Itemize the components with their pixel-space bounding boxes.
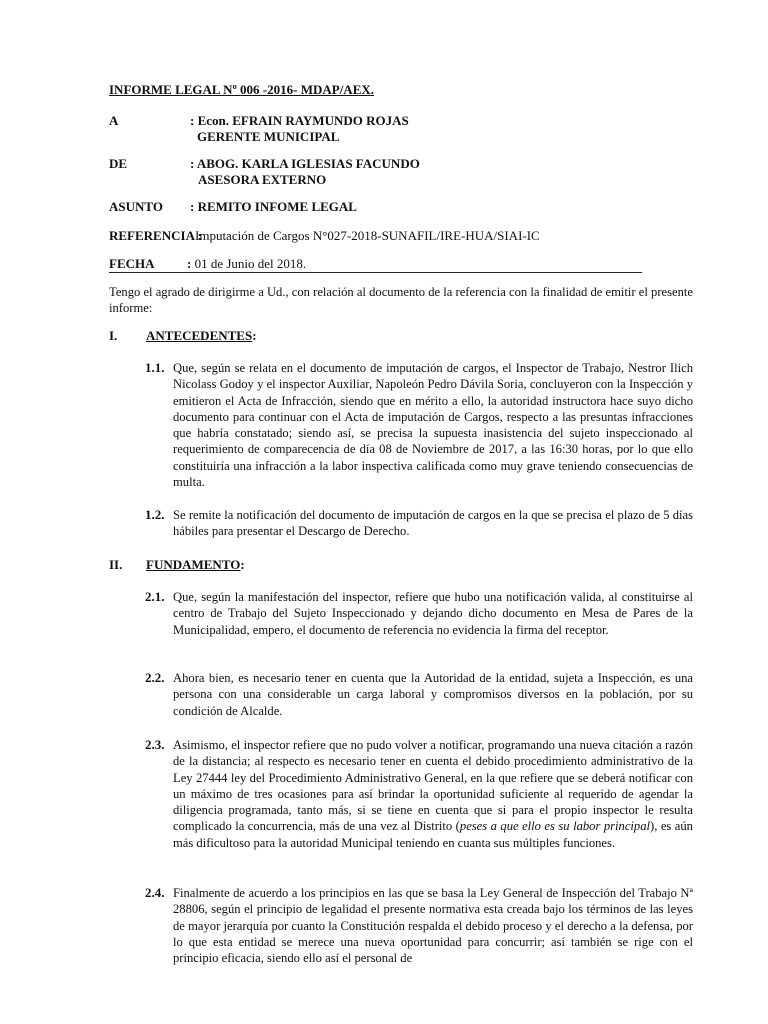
item-number: 2.3.	[145, 737, 165, 752]
item-text	[173, 737, 693, 851]
item-text-part: ), es aún más dificultoso para la autoridad Municipal teniendo en cuanta sus múltiples funciones.	[173, 819, 693, 850]
intro-paragraph: Tengo el agrado de dirigirme a Ud., con relación al documento de la referencia con la finalidad de emitir el presente informe:	[109, 285, 693, 316]
header-divider	[109, 272, 642, 273]
section-title: FUNDAMENTO	[146, 557, 241, 572]
referencia-label: REFERENCIA :	[109, 228, 202, 243]
item-number: 2.4.	[145, 885, 165, 900]
item-text: Se remite la notificación del documento de imputación de cargos en la que se precisa el plazo de 5 días hábiles para presentar el Descargo de Derecho.	[173, 508, 693, 539]
de-role: ASESORA EXTERNO	[198, 172, 327, 187]
section-colon: :	[252, 328, 257, 343]
item-number: 1.1.	[145, 360, 165, 375]
item-text-italic: peses a que ello es su labor principal	[459, 819, 651, 834]
a-name: : Econ. EFRAIN RAYMUNDO ROJAS	[190, 113, 409, 128]
item-text: Que, según la manifestación del inspector, refiere que hubo una notificación valida, al constituirse al centro de Trabajo del Sujeto Inspeccionado y dejando dicho documento en Mesa de Pares de la Municipalidad, empero, el documento de referencia no evidencia la firma del receptor.	[173, 590, 693, 637]
de-name: : ABOG. KARLA IGLESIAS FACUNDO	[190, 156, 420, 171]
a-label: A	[109, 113, 119, 128]
de-label: DE	[109, 156, 128, 171]
asunto-label: ASUNTO	[109, 199, 163, 214]
referencia-value: Imputación de Cargos N°027-2018-SUNAFIL/IRE-HUA/SIAI-IC	[195, 228, 540, 243]
asunto-value: : REMITO INFOME LEGAL	[190, 199, 357, 214]
fecha-value: 01 de Junio del 2018.	[194, 256, 307, 271]
section-number: II.	[109, 557, 123, 572]
item-number: 2.1.	[145, 589, 165, 604]
item-number: 1.2.	[145, 507, 165, 522]
item-number: 2.2.	[145, 670, 165, 685]
section-title: ANTECEDENTES	[146, 328, 253, 343]
item-text: Que, según se relata en el documento de imputación de cargos, el Inspector de Trabajo, Nestror Ilich Nicolass Godoy y el inspector Auxiliar, Napoleón Pedro Dávila Soria, concluyeron con la Inspección y emitieron el Acta de Infracción, siendo que en mérito a ello, la autoridad instructora hace suyo dicho documento para continuar con el Acta de imputación de Cargos, respecto a las presuntas infracciones que habría constatado; siendo así, se precisa la supuesta inasistencia del sujeto inspeccionado al requerimiento de comparecencia de día 08 de Noviembre de 2017, a las 16:30 horas, por lo que ello constituiría una infracción a la labor inspectiva calificada como muy grave teniendo consecuencias de multa.	[173, 361, 693, 490]
report-title: INFORME LEGAL Nº 006 -2016- MDAP/AEX.	[109, 82, 375, 97]
item-text: Ahora bien, es necesario tener en cuenta que la Autoridad de la entidad, sujeta a Inspección, es una persona con una considerable un carga laboral y compromisos diversos en la población, por su condición de Alcalde.	[173, 671, 693, 718]
section-colon: :	[240, 557, 245, 572]
fecha-colon: :	[187, 256, 192, 271]
a-role: GERENTE MUNICIPAL	[197, 129, 340, 144]
item-text: Finalmente de acuerdo a los principios en las que se basa la Ley General de Inspección del Trabajo Nª 28806, según el principio de legalidad el presente normativa esta creada bajo los términos de las leyes de mayor jerarquía por cuanto la Constitución respalda el debido proceso y el derecho a la defensa, por lo que esta entidad se merece una nueva oportunidad para concurrir; así también se rige con el principio eficacia, siendo ello así el personal de	[173, 886, 693, 966]
section-number: I.	[109, 328, 118, 343]
fecha-label: FECHA	[109, 256, 155, 271]
item-text-part: Asimismo, el inspector refiere que no pudo volver a notificar, programando una nueva citación a razón de la distancia; al respecto es necesario tener en cuenta el debido procedimiento administrativo de la Ley 27444 ley del Procedimiento Administrativo General, en la que refiere que se deberá notificar con un máximo de tres ocasiones para así brindar la oportunidad suficiente al requerido de agendar la diligencia programada, tanto más, si se tiene en cuenta que si para el propio inspector le resulta complicado la concurrencia, más de una vez al Distrito (	[173, 738, 693, 834]
section-fundamento-heading	[109, 557, 245, 573]
section-antecedentes-heading	[109, 328, 257, 344]
